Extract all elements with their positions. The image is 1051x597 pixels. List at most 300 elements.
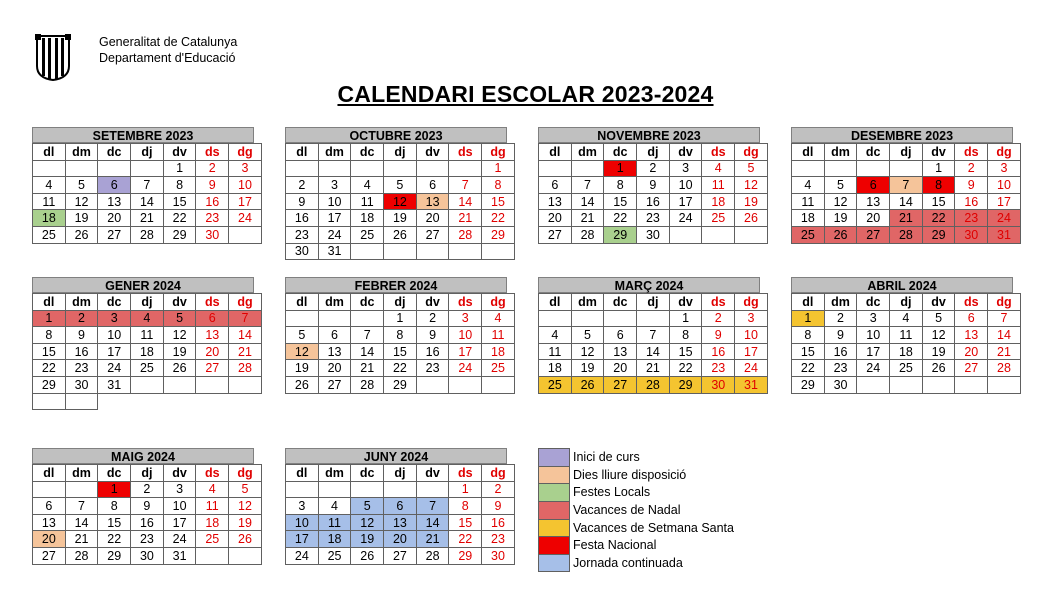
empty-cell	[571, 160, 604, 177]
empty-cell	[384, 160, 417, 177]
day-cell: 22	[922, 210, 955, 227]
page-title: CALENDARI ESCOLAR 2023-2024	[337, 81, 714, 107]
day-cell: 26	[571, 376, 604, 393]
day-cell: 2	[416, 310, 449, 327]
month-grid	[32, 464, 262, 565]
month-header: DESEMBRE 2023	[791, 127, 1013, 143]
empty-cell	[229, 547, 262, 564]
day-cell: 14	[988, 327, 1021, 344]
weekday-header: dm	[571, 144, 604, 161]
day-cell: 1	[449, 481, 482, 498]
weekday-header: dg	[229, 465, 262, 482]
day-cell: 26	[229, 531, 262, 548]
day-cell: 7	[131, 177, 164, 194]
day-cell: 13	[416, 193, 449, 210]
weekday-header: ds	[702, 294, 735, 311]
day-cell: 27	[857, 226, 890, 243]
day-cell: 25	[351, 226, 384, 243]
day-cell: 4	[890, 310, 923, 327]
legend-label: Festa Nacional	[573, 538, 657, 553]
weekday-header: ds	[449, 144, 482, 161]
weekday-header: dg	[229, 144, 262, 161]
day-cell: 8	[33, 327, 66, 344]
month-header: JUNY 2024	[285, 448, 507, 464]
day-cell: 17	[163, 514, 196, 531]
day-cell: 22	[384, 360, 417, 377]
day-cell: 22	[98, 531, 131, 548]
month-header: ABRIL 2024	[791, 277, 1013, 293]
catalan-four-bars-shield-icon	[33, 32, 73, 82]
day-cell: 5	[384, 177, 417, 194]
day-cell: 15	[669, 343, 702, 360]
day-cell: 16	[196, 193, 229, 210]
weekday-header: dv	[669, 144, 702, 161]
day-cell: 23	[131, 531, 164, 548]
month-grid	[32, 293, 262, 410]
day-cell: 24	[449, 360, 482, 377]
day-cell: 1	[98, 481, 131, 498]
page-title-wrapper	[0, 81, 1051, 108]
day-cell: 26	[65, 226, 98, 243]
day-cell: 20	[955, 343, 988, 360]
day-cell: 12	[65, 193, 98, 210]
day-cell: 8	[669, 327, 702, 344]
day-cell: 27	[33, 547, 66, 564]
day-cell: 11	[702, 177, 735, 194]
weekday-header: dl	[286, 465, 319, 482]
weekday-header: dm	[65, 465, 98, 482]
day-cell: 10	[988, 177, 1021, 194]
day-cell: 9	[286, 193, 319, 210]
day-cell: 26	[351, 547, 384, 564]
empty-cell	[890, 376, 923, 393]
day-cell: 8	[604, 177, 637, 194]
day-cell: 12	[229, 498, 262, 515]
day-cell: 28	[637, 376, 670, 393]
day-cell: 5	[286, 327, 319, 344]
day-cell: 25	[702, 210, 735, 227]
empty-cell	[669, 226, 702, 243]
day-cell: 16	[702, 343, 735, 360]
day-cell: 11	[33, 193, 66, 210]
day-cell: 9	[955, 177, 988, 194]
weekday-header: dv	[922, 294, 955, 311]
day-cell: 22	[33, 360, 66, 377]
weekday-header: ds	[702, 144, 735, 161]
day-cell: 17	[229, 193, 262, 210]
day-cell: 3	[735, 310, 768, 327]
day-cell: 25	[196, 531, 229, 548]
legend-label: Inici de curs	[573, 449, 640, 464]
day-cell: 27	[604, 376, 637, 393]
weekday-header: ds	[449, 465, 482, 482]
day-cell: 18	[890, 343, 923, 360]
day-cell: 23	[955, 210, 988, 227]
day-cell: 10	[318, 193, 351, 210]
day-cell: 20	[318, 360, 351, 377]
empty-cell	[286, 310, 319, 327]
weekday-header: ds	[196, 144, 229, 161]
day-cell: 12	[384, 193, 417, 210]
day-cell: 23	[482, 531, 515, 548]
empty-cell	[33, 393, 66, 410]
empty-cell	[482, 243, 515, 260]
day-cell: 9	[637, 177, 670, 194]
month-abril	[791, 277, 1013, 394]
day-cell: 28	[65, 547, 98, 564]
legend-swatch	[538, 448, 570, 466]
day-cell: 8	[98, 498, 131, 515]
weekday-header: dc	[857, 144, 890, 161]
day-cell: 25	[131, 360, 164, 377]
weekday-header: ds	[196, 294, 229, 311]
day-cell: 24	[98, 360, 131, 377]
empty-cell	[922, 243, 955, 259]
weekday-header: dg	[988, 144, 1021, 161]
day-cell: 27	[384, 547, 417, 564]
day-cell: 15	[449, 514, 482, 531]
empty-cell	[416, 376, 449, 393]
day-cell: 10	[98, 327, 131, 344]
day-cell: 19	[824, 210, 857, 227]
day-cell: 13	[539, 193, 572, 210]
day-cell: 9	[65, 327, 98, 344]
day-cell: 18	[131, 343, 164, 360]
legend-label: Festes Locals	[573, 485, 651, 500]
day-cell: 11	[318, 514, 351, 531]
day-cell: 2	[65, 310, 98, 327]
day-cell: 30	[955, 226, 988, 243]
month-grid	[32, 143, 262, 244]
day-cell: 30	[131, 547, 164, 564]
day-cell: 28	[890, 226, 923, 243]
weekday-header: ds	[955, 144, 988, 161]
weekday-header: dc	[604, 294, 637, 311]
empty-cell	[286, 160, 319, 177]
org-line-1: Generalitat de Catalunya	[99, 35, 238, 49]
legend-item	[538, 501, 734, 519]
day-cell: 12	[163, 327, 196, 344]
weekday-header: dm	[824, 144, 857, 161]
day-cell: 21	[449, 210, 482, 227]
day-cell: 21	[351, 360, 384, 377]
weekday-header: dv	[163, 465, 196, 482]
legend-label: Vacances de Nadal	[573, 502, 681, 517]
empty-cell	[824, 160, 857, 177]
weekday-header: dc	[98, 294, 131, 311]
weekday-header: dc	[351, 294, 384, 311]
empty-cell	[416, 481, 449, 498]
day-cell: 21	[416, 531, 449, 548]
day-cell: 6	[539, 177, 572, 194]
day-cell: 30	[196, 226, 229, 243]
day-cell: 22	[449, 531, 482, 548]
legend-label: Jornada continuada	[573, 555, 683, 570]
weekday-header: dg	[988, 294, 1021, 311]
day-cell: 19	[229, 514, 262, 531]
day-cell: 6	[955, 310, 988, 327]
empty-cell	[286, 481, 319, 498]
day-cell: 11	[539, 343, 572, 360]
weekday-header: dl	[33, 465, 66, 482]
day-cell: 15	[98, 514, 131, 531]
day-cell: 16	[416, 343, 449, 360]
empty-cell	[98, 160, 131, 177]
day-cell: 20	[539, 210, 572, 227]
month-header: OCTUBRE 2023	[285, 127, 507, 143]
day-cell: 5	[824, 177, 857, 194]
month-gener	[32, 277, 254, 410]
weekday-header: dj	[637, 294, 670, 311]
day-cell: 10	[229, 177, 262, 194]
day-cell: 4	[792, 177, 825, 194]
empty-cell	[131, 376, 164, 393]
weekday-header: dm	[65, 294, 98, 311]
day-cell: 6	[857, 177, 890, 194]
weekday-header: dv	[669, 294, 702, 311]
day-cell: 13	[196, 327, 229, 344]
day-cell: 25	[33, 226, 66, 243]
empty-cell	[65, 393, 98, 410]
day-cell: 16	[482, 514, 515, 531]
day-cell: 6	[318, 327, 351, 344]
day-cell: 29	[604, 226, 637, 243]
day-cell: 14	[449, 193, 482, 210]
day-cell: 24	[318, 226, 351, 243]
empty-cell	[163, 376, 196, 393]
weekday-header: dj	[131, 294, 164, 311]
empty-cell	[539, 310, 572, 327]
empty-cell	[318, 310, 351, 327]
day-cell: 10	[286, 514, 319, 531]
day-cell: 1	[604, 160, 637, 177]
weekday-header: dv	[416, 144, 449, 161]
org-line-2: Departament d'Educació	[99, 51, 236, 65]
day-cell: 11	[131, 327, 164, 344]
weekday-header: dj	[890, 294, 923, 311]
weekday-header: dc	[98, 144, 131, 161]
day-cell: 27	[416, 226, 449, 243]
empty-cell	[857, 243, 890, 259]
empty-cell	[384, 243, 417, 260]
day-cell: 2	[637, 160, 670, 177]
day-cell: 13	[857, 193, 890, 210]
empty-cell	[351, 243, 384, 260]
weekday-header: dl	[286, 294, 319, 311]
weekday-header: dm	[571, 294, 604, 311]
day-cell: 31	[318, 243, 351, 260]
day-cell: 1	[384, 310, 417, 327]
weekday-header: dj	[384, 465, 417, 482]
day-cell: 23	[824, 360, 857, 377]
day-cell: 4	[702, 160, 735, 177]
weekday-header: dl	[286, 144, 319, 161]
empty-cell	[318, 481, 351, 498]
day-cell: 17	[857, 343, 890, 360]
legend-item	[538, 448, 734, 466]
legend-label: Dies lliure disposició	[573, 467, 687, 482]
day-cell: 17	[449, 343, 482, 360]
weekday-header: dg	[482, 144, 515, 161]
day-cell: 6	[384, 498, 417, 515]
month-grid	[285, 464, 515, 565]
day-cell: 19	[163, 343, 196, 360]
weekday-header: dm	[65, 144, 98, 161]
day-cell: 6	[33, 498, 66, 515]
day-cell: 9	[196, 177, 229, 194]
day-cell: 20	[416, 210, 449, 227]
weekday-header: ds	[449, 294, 482, 311]
day-cell: 3	[163, 481, 196, 498]
day-cell: 12	[824, 193, 857, 210]
month-grid	[538, 143, 768, 244]
day-cell: 23	[196, 210, 229, 227]
month-grid	[285, 143, 515, 260]
empty-cell	[637, 310, 670, 327]
day-cell: 6	[98, 177, 131, 194]
day-cell: 29	[792, 376, 825, 393]
day-cell: 13	[604, 343, 637, 360]
weekday-header: dj	[131, 465, 164, 482]
day-cell: 26	[163, 360, 196, 377]
weekday-header: dm	[824, 294, 857, 311]
weekday-header: dl	[33, 294, 66, 311]
day-cell: 22	[163, 210, 196, 227]
day-cell: 28	[449, 226, 482, 243]
empty-cell	[351, 481, 384, 498]
weekday-header: dl	[539, 294, 572, 311]
day-cell: 18	[196, 514, 229, 531]
day-cell: 10	[669, 177, 702, 194]
empty-cell	[857, 376, 890, 393]
day-cell: 13	[955, 327, 988, 344]
day-cell: 24	[669, 210, 702, 227]
legend-item	[538, 536, 734, 554]
day-cell: 7	[351, 327, 384, 344]
weekday-header: dv	[416, 465, 449, 482]
day-cell: 16	[824, 343, 857, 360]
day-cell: 5	[735, 160, 768, 177]
day-cell: 8	[922, 177, 955, 194]
month-grid	[538, 293, 768, 394]
day-cell: 30	[702, 376, 735, 393]
legend-item	[538, 554, 734, 572]
day-cell: 15	[163, 193, 196, 210]
day-cell: 1	[163, 160, 196, 177]
day-cell: 8	[792, 327, 825, 344]
weekday-header: dm	[318, 465, 351, 482]
day-cell: 22	[604, 210, 637, 227]
day-cell: 31	[163, 547, 196, 564]
month-marc	[538, 277, 760, 394]
day-cell: 14	[637, 343, 670, 360]
day-cell: 24	[229, 210, 262, 227]
empty-cell	[65, 160, 98, 177]
weekday-header: dc	[351, 465, 384, 482]
day-cell: 4	[131, 310, 164, 327]
day-cell: 24	[735, 360, 768, 377]
month-setembre	[32, 127, 254, 244]
day-cell: 31	[98, 376, 131, 393]
weekday-header: dg	[229, 294, 262, 311]
day-cell: 29	[922, 226, 955, 243]
empty-cell	[890, 160, 923, 177]
month-header: NOVEMBRE 2023	[538, 127, 760, 143]
empty-cell	[33, 481, 66, 498]
day-cell: 2	[955, 160, 988, 177]
day-cell: 19	[65, 210, 98, 227]
day-cell: 7	[890, 177, 923, 194]
day-cell: 2	[482, 481, 515, 498]
day-cell: 17	[318, 210, 351, 227]
day-cell: 12	[351, 514, 384, 531]
day-cell: 8	[482, 177, 515, 194]
day-cell: 28	[416, 547, 449, 564]
weekday-header: ds	[955, 294, 988, 311]
day-cell: 18	[539, 360, 572, 377]
day-cell: 20	[33, 531, 66, 548]
day-cell: 25	[318, 547, 351, 564]
day-cell: 23	[65, 360, 98, 377]
empty-cell	[351, 310, 384, 327]
day-cell: 16	[955, 193, 988, 210]
empty-cell	[604, 310, 637, 327]
month-header: SETEMBRE 2023	[32, 127, 254, 143]
day-cell: 6	[604, 327, 637, 344]
legend-swatch	[538, 483, 570, 501]
day-cell: 7	[637, 327, 670, 344]
day-cell: 26	[286, 376, 319, 393]
legend	[538, 448, 734, 572]
day-cell: 14	[131, 193, 164, 210]
month-header: FEBRER 2024	[285, 277, 507, 293]
day-cell: 9	[702, 327, 735, 344]
day-cell: 27	[196, 360, 229, 377]
day-cell: 4	[351, 177, 384, 194]
day-cell: 11	[792, 193, 825, 210]
day-cell: 15	[604, 193, 637, 210]
empty-cell	[955, 376, 988, 393]
day-cell: 29	[482, 226, 515, 243]
legend-swatch	[538, 519, 570, 537]
day-cell: 29	[384, 376, 417, 393]
weekday-header: ds	[196, 465, 229, 482]
day-cell: 16	[286, 210, 319, 227]
day-cell: 14	[890, 193, 923, 210]
day-cell: 3	[857, 310, 890, 327]
day-cell: 1	[922, 160, 955, 177]
empty-cell	[229, 226, 262, 243]
day-cell: 23	[286, 226, 319, 243]
legend-item	[538, 466, 734, 484]
day-cell: 10	[857, 327, 890, 344]
day-cell: 4	[33, 177, 66, 194]
day-cell: 22	[482, 210, 515, 227]
day-cell: 27	[318, 376, 351, 393]
day-cell: 1	[792, 310, 825, 327]
day-cell: 1	[669, 310, 702, 327]
empty-cell	[384, 481, 417, 498]
weekday-header: dm	[318, 144, 351, 161]
empty-cell	[416, 243, 449, 260]
day-cell: 9	[131, 498, 164, 515]
weekday-header: dg	[735, 294, 768, 311]
day-cell: 31	[988, 226, 1021, 243]
day-cell: 22	[792, 360, 825, 377]
empty-cell	[65, 481, 98, 498]
legend-swatch	[538, 466, 570, 484]
day-cell: 21	[890, 210, 923, 227]
